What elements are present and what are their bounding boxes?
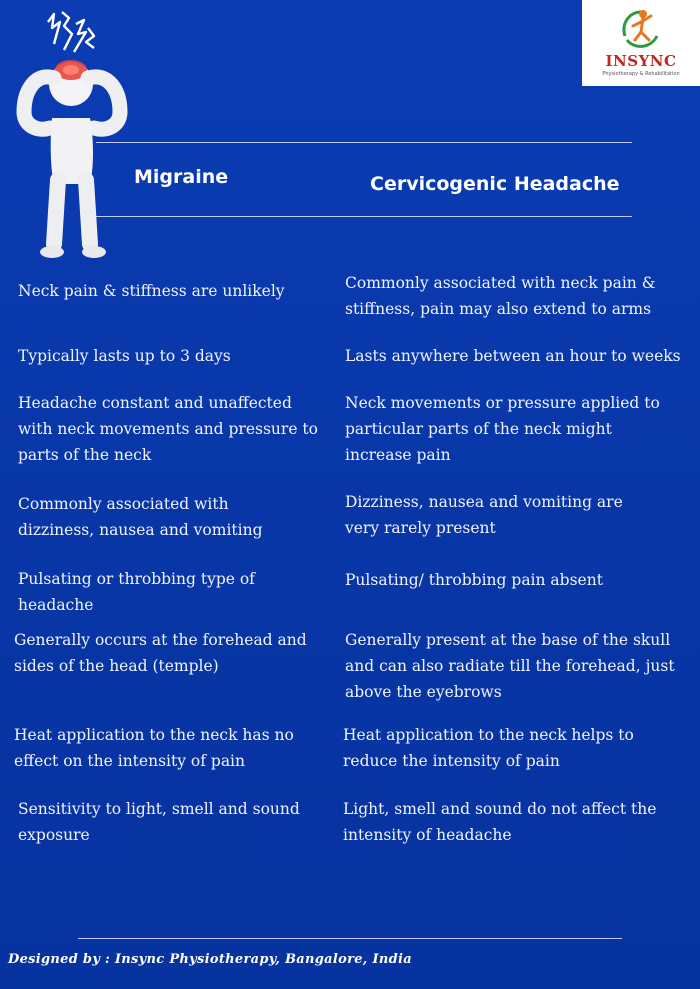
cervicogenic-item: Commonly associated with neck pain & stiffness, pain may also extend to arms [345, 274, 656, 318]
headache-figure-icon [14, 8, 129, 264]
cervicogenic-item: Dizziness, nausea and vomiting are very rarely present [345, 493, 623, 537]
migraine-item: Typically lasts up to 3 days [18, 347, 231, 365]
migraine-item: Commonly associated with dizziness, nausea and vomiting [18, 495, 263, 539]
logo-figure-icon [619, 6, 663, 52]
cervicogenic-item: Neck movements or pressure applied to particular parts of the neck might increase pain [345, 394, 660, 464]
cervicogenic-item: Pulsating/ throbbing pain absent [345, 571, 603, 589]
migraine-item: Pulsating or throbbing type of headache [18, 570, 255, 614]
column-header-migraine: Migraine [134, 166, 229, 188]
column-header-cervicogenic: Cervicogenic Headache [370, 173, 620, 195]
header-top-divider [96, 142, 632, 143]
cervicogenic-item: Heat application to the neck helps to reduce the intensity of pain [343, 726, 634, 770]
header-bottom-divider [96, 216, 632, 217]
cervicogenic-item: Light, smell and sound do not affect the intensity of headache [343, 800, 657, 844]
logo-brand-text: INSYNC [605, 52, 677, 70]
insync-logo [582, 0, 700, 86]
footer-credit: Designed by : Insync Physiotherapy, Bangalore, India [8, 952, 412, 967]
migraine-item: Heat application to the neck has no effect on the intensity of pain [14, 726, 294, 770]
migraine-item: Generally occurs at the forehead and sides of the head (temple) [14, 631, 307, 675]
logo-tagline: Physiotherapy & Rehabilitation [602, 71, 680, 77]
migraine-item: Neck pain & stiffness are unlikely [18, 282, 285, 300]
cervicogenic-item: Lasts anywhere between an hour to weeks [345, 347, 681, 365]
footer-divider [78, 938, 622, 939]
migraine-item: Headache constant and unaffected with neck movements and pressure to parts of the neck [18, 394, 318, 464]
migraine-item: Sensitivity to light, smell and sound exposure [18, 800, 300, 844]
cervicogenic-item: Generally present at the base of the skull and can also radiate till the forehead, just above the eyebrows [345, 631, 675, 701]
